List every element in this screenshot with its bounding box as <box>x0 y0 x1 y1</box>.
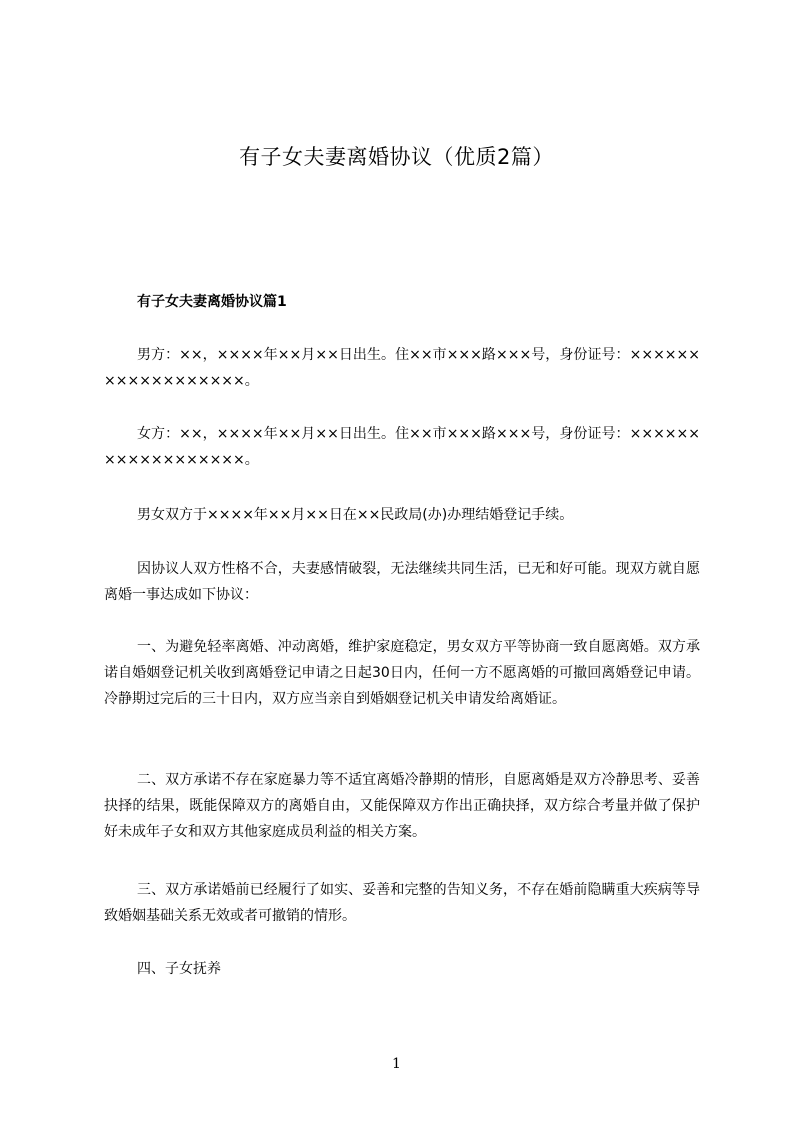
section-heading: 有子女夫妻离婚协议篇1 <box>137 294 287 310</box>
paragraph-divorce-reason: 因协议人双方性格不合，夫妻感情破裂，无法继续共同生活，已无和好可能。现双方就自愿离婚一事达成如下协议： <box>104 561 700 603</box>
paragraph-clause-4-heading: 四、子女抚养 <box>137 961 221 977</box>
paragraph-female-party: 女方：××，××××年××月××日出生。住××市×××路×××号，身份证号：××××××××××××××××××。 <box>104 426 700 468</box>
paragraph-clause-2: 二、双方承诺不存在家庭暴力等不适宜离婚冷静期的情形，自愿离婚是双方冷静思考、妥善抉择的结果，既能保障双方的离婚自由，又能保障双方作出正确抉择，双方综合考量并做了保护好未成年子女和双方其他家庭成员利益的相关方案。 <box>104 772 700 840</box>
paragraph-male-party: 男方：××，××××年××月××日出生。住××市×××路×××号，身份证号：××××××××××××××××××。 <box>104 347 700 389</box>
paragraph-clause-3: 三、双方承诺婚前已经履行了如实、妥善和完整的告知义务，不存在婚前隐瞒重大疾病等导致婚姻基础关系无效或者可撤销的情形。 <box>104 882 700 924</box>
document-title: 有子女夫妻离婚协议（优质2篇） <box>239 145 554 169</box>
page-number: 1 <box>392 1056 401 1072</box>
paragraph-clause-1: 一、为避免轻率离婚、冲动离婚，维护家庭稳定，男女双方平等协商一致自愿离婚。双方承诺自婚姻登记机关收到离婚登记申请之日起30日内，任何一方不愿离婚的可撤回离婚登记申请。冷静期过完后的三十日内，双方应当亲自到婚姻登记机关申请发给离婚证。 <box>104 639 700 707</box>
paragraph-marriage-registration: 男女双方于××××年××月××日在××民政局(办)办理结婚登记手续。 <box>137 507 574 523</box>
